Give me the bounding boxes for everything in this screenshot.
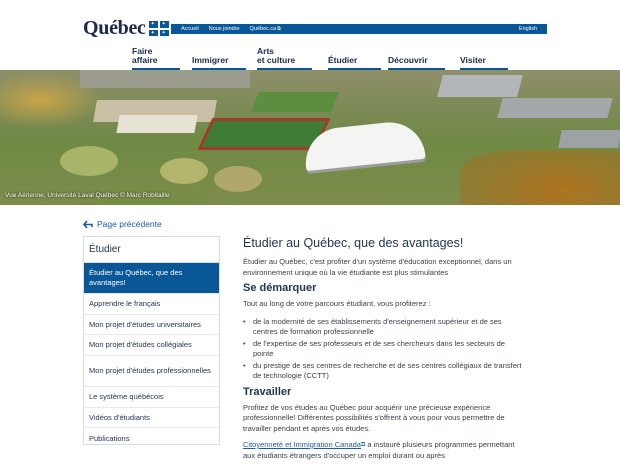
quebec-ca-label: Québec.ca bbox=[249, 26, 277, 32]
sidebar-item-videos[interactable] bbox=[84, 408, 219, 428]
sidebar-item-label: Mon projet d'études universitaires bbox=[89, 319, 201, 329]
sidebar-item-label: Mon projet d'études collégiales bbox=[89, 340, 192, 349]
list-item: • de l'expertise de ses professeurs et de ses chercheurs dans les secteurs de pointe bbox=[243, 339, 526, 359]
sidebar-item-collegiales[interactable] bbox=[84, 335, 219, 356]
nav-item-arts-culture[interactable] bbox=[257, 47, 312, 70]
sidebar-item-label: Vidéos d'étudiants bbox=[89, 412, 150, 422]
sidebar-item-systeme[interactable] bbox=[84, 387, 219, 408]
quebec-logo[interactable] bbox=[83, 17, 169, 40]
home-link[interactable]: Accueil bbox=[181, 26, 199, 32]
list-item: • de la modernité de ses établissements d'enseignement supérieur et de ses centres de formation professionnelle bbox=[243, 317, 526, 337]
nav-item-immigrer[interactable] bbox=[192, 56, 246, 70]
sidebar-item-label: Mon projet d'études professionnelles bbox=[89, 366, 211, 375]
logo-wordmark: Québec bbox=[83, 17, 146, 39]
banner-caption: Vue Aérienne, Université Laval Québec © Marc Robitaille bbox=[5, 192, 170, 199]
section1-intro: Tout au long de votre parcours étudiant, vous profiterez : bbox=[243, 299, 431, 308]
main-navigation bbox=[132, 46, 508, 70]
sidebar-item-label: Publications bbox=[89, 433, 130, 443]
sidebar-item-universitaires[interactable] bbox=[84, 315, 219, 335]
external-link-icon: ⧉ bbox=[277, 26, 281, 32]
quebec-ca-link[interactable] bbox=[250, 26, 281, 32]
sidebar-item-label: Le système québécois bbox=[89, 392, 164, 401]
back-link[interactable] bbox=[83, 219, 162, 229]
intro-paragraph: Étudier au Québec, c'est profiter d'un système d'éducation exceptionnel, dans un environnement unique où la vie étudiante est plus stimulantes bbox=[243, 257, 512, 277]
section2-paragraph: Profitez de vos études au Québec pour acquérir une précieuse expérience professionnelle! Différentes possibilités s'offrent à vous pour vous permettre de travailler pendant et après vos études. bbox=[243, 402, 505, 433]
campus-aerial-banner bbox=[0, 70, 620, 205]
nav-label-arts-culture: Arts et culture bbox=[257, 46, 296, 65]
nav-label-decouvrir: Découvrir bbox=[388, 55, 428, 65]
back-link-label: Page précédente bbox=[97, 219, 162, 229]
nav-item-etudier[interactable] bbox=[328, 56, 381, 70]
page-title: Étudier au Québec, que des avantages! bbox=[243, 236, 464, 250]
site-header bbox=[0, 0, 620, 70]
sidebar-item-professionnelles[interactable] bbox=[84, 356, 219, 387]
nav-item-faire-affaire[interactable] bbox=[132, 47, 180, 70]
advantages-list bbox=[243, 317, 526, 381]
cic-link[interactable]: Citoyenneté et Immigration Canada bbox=[243, 440, 361, 449]
nav-label-faire-affaire: Faire affaire bbox=[132, 46, 158, 65]
list-item: • du prestige de ses centres de recherche et de ses centres collégiaux de transfert de technologie (CCTT) bbox=[243, 361, 526, 381]
sidebar-item-publications[interactable] bbox=[84, 428, 219, 449]
fleurdelise-flag-icon: ✦ ✦ ✦ ✦ bbox=[149, 21, 169, 36]
nav-label-visiter: Visiter bbox=[460, 55, 486, 65]
nav-item-visiter[interactable] bbox=[460, 56, 508, 70]
section-heading-se-demarquer: Se démarquer bbox=[243, 282, 317, 294]
language-toggle-link[interactable]: English bbox=[518, 26, 537, 32]
sidebar-item-avantages[interactable] bbox=[84, 263, 219, 294]
nav-label-immigrer: Immigrer bbox=[192, 55, 229, 65]
sidebar-item-label: Étudier au Québec, que des avantages! bbox=[89, 268, 183, 287]
section2-link-paragraph bbox=[243, 440, 526, 461]
sidebar-title: Étudier bbox=[84, 237, 219, 263]
nav-item-decouvrir[interactable] bbox=[388, 56, 445, 70]
sidebar-item-francais[interactable] bbox=[84, 294, 219, 315]
utility-bar bbox=[171, 24, 547, 34]
section-sidebar bbox=[83, 236, 220, 445]
section-heading-travailler: Travailler bbox=[243, 385, 292, 398]
main-content bbox=[243, 236, 526, 461]
external-link-icon: ⧉ bbox=[360, 442, 366, 448]
back-arrow-icon bbox=[83, 220, 93, 229]
section2-link-tail: a instauré plusieurs programmes permettant aux étudiants étrangers d'occuper un emploi durant ou après bbox=[243, 440, 515, 460]
nav-label-etudier: Étudier bbox=[328, 55, 358, 65]
sidebar-item-label: Apprendre le français bbox=[89, 299, 161, 308]
contact-link[interactable]: Nous joindre bbox=[208, 26, 240, 32]
